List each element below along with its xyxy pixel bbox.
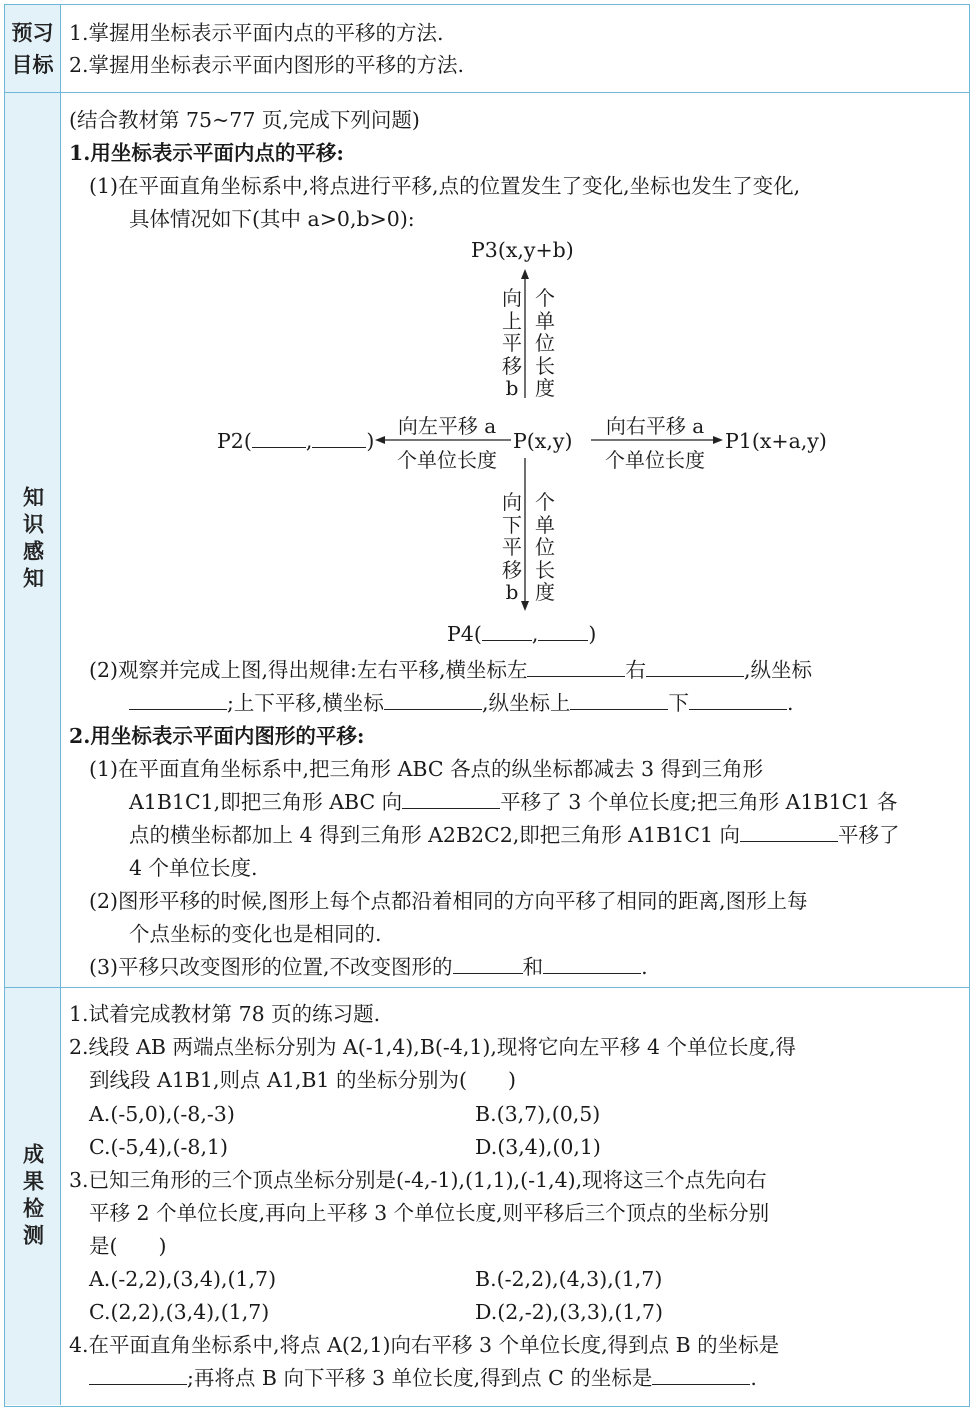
test-q2-option-c: C.(-5,4),(-8,1) [89, 1135, 229, 1159]
q1-2-line-b [129, 688, 794, 718]
answer-blank [129, 689, 227, 710]
test-q3-option-a: A.(-2,2),(3,4),(1,7) [89, 1267, 277, 1291]
p4-suffix: ) [588, 622, 597, 646]
p2-x-blank [252, 427, 306, 448]
worksheet-table [4, 4, 970, 1407]
p2-suffix: ) [366, 429, 375, 453]
answer-blank [384, 689, 482, 710]
test-q4-line-b [89, 1363, 757, 1393]
q1-2-text-6: 下 [668, 691, 689, 715]
arrow-up-head [521, 269, 529, 279]
test-q3-line-b: 平移 2 个单位长度,再向上平移 3 个单位长度,则平移后三个顶点的坐标分别 [89, 1201, 770, 1225]
test-q4-line-a: 4.在平面直角坐标系中,将点 A(2,1)向右平移 3 个单位长度,得到点 B 的坐标是 [69, 1333, 780, 1357]
q2-1-line-b [129, 787, 897, 817]
answer-blank [646, 656, 744, 677]
q1-2-text-3: ,纵坐标 [743, 658, 813, 682]
test-q2-option-d: D.(3,4),(0,1) [475, 1135, 601, 1159]
goals-row [5, 5, 969, 93]
goals-label-text: 预习 目标 [11, 20, 54, 77]
test-q3-line-c: 是( ) [89, 1234, 167, 1258]
q1-1-line-a: (1)在平面直角坐标系中,将点进行平移,点的位置发生了变化,坐标也发生了变化, [89, 174, 801, 198]
q2-1-text-3: 点的横坐标都加上 4 得到三角形 A2B2C2,即把三角形 A1B1C1 向 [129, 823, 741, 847]
answer-blank [527, 656, 625, 677]
left-arrow-bottom-label: 个单位长度 [397, 448, 497, 472]
q1-2-text-4: ;上下平移,横坐标 [227, 691, 384, 715]
test-q4-text-2: . [750, 1366, 757, 1390]
right-arrow-bottom-label: 个单位长度 [605, 448, 705, 472]
p4-y-blank [538, 620, 588, 641]
test-q3-option-c: C.(2,2),(3,4),(1,7) [89, 1300, 270, 1324]
down-label-left: 向下平移b [502, 490, 522, 604]
p2-prefix: P2( [217, 429, 252, 453]
test-q2-line-a: 2.线段 AB 两端点坐标分别为 A(-1,4),B(-4,1),现将它向左平移 4 个单位长度,得 [69, 1035, 797, 1059]
p4-x-blank [482, 620, 532, 641]
test-q4-text-1: ;再将点 B 向下平移 3 单位长度,得到点 C 的坐标是 [187, 1366, 653, 1390]
point-p4 [447, 619, 596, 649]
q1-1-line-b: 具体情况如下(其中 a>0,b>0): [129, 207, 415, 231]
test-q2-option-a: A.(-5,0),(-8,-3) [89, 1102, 235, 1126]
answer-blank [89, 1364, 187, 1385]
arrow-right-head [713, 436, 723, 444]
answer-blank [402, 788, 500, 809]
test-row [5, 988, 969, 1405]
test-content [69, 988, 963, 1405]
q2-1-text-2: 平移了 3 个单位长度;把三角形 A1B1C1 各 [500, 790, 898, 814]
q2-3-text-1: (3)平移只改变图形的位置,不改变图形的 [89, 955, 453, 979]
arrow-left-head [375, 436, 385, 444]
p4-prefix: P4( [447, 622, 482, 646]
knowledge-label-text: 知识感知 [20, 486, 45, 594]
p2-sep: , [305, 429, 313, 453]
left-arrow-top-label: 向左平移 a [397, 414, 497, 438]
down-label-right: 个单位长度 [535, 490, 555, 604]
q2-2-line-a: (2)图形平移的时候,图形上每个点都沿着相同的方向平移了相同的距离,图形上每 [89, 889, 808, 913]
q1-title: 1.用坐标表示平面内点的平移: [69, 141, 344, 165]
point-p: P(x,y) [513, 429, 573, 453]
answer-blank [689, 689, 787, 710]
q2-1-line-d: 4 个单位长度. [129, 856, 258, 880]
p2-y-blank [312, 427, 366, 448]
q2-1-line-a: (1)在平面直角坐标系中,把三角形 ABC 各点的纵坐标都减去 3 得到三角形 [89, 757, 764, 781]
right-arrow-top-label: 向右平移 a [605, 414, 705, 438]
test-q2-line-b: 到线段 A1B1,则点 A1,B1 的坐标分别为( ) [89, 1068, 516, 1092]
goal-item-1: 1.掌握用坐标表示平面内点的平移的方法. [69, 21, 444, 45]
test-q2-option-b: B.(3,7),(0,5) [475, 1102, 601, 1126]
answer-blank [652, 1364, 750, 1385]
knowledge-label [5, 93, 61, 987]
q1-2-line-a [89, 655, 812, 685]
q2-1-line-c [129, 820, 900, 850]
q2-3-line [89, 952, 648, 982]
knowledge-content [69, 93, 963, 987]
knowledge-note: (结合教材第 75~77 页,完成下列问题) [69, 108, 420, 132]
q1-2-text-1: (2)观察并完成上图,得出规律:左右平移,横坐标左 [89, 658, 528, 682]
answer-blank [570, 689, 668, 710]
q2-3-text-3: . [641, 955, 648, 979]
q1-2-text-5: ,纵坐标上 [481, 691, 571, 715]
goals-content [69, 5, 963, 92]
q2-title: 2.用坐标表示平面内图形的平移: [69, 724, 365, 748]
test-label-text: 成果检测 [20, 1142, 45, 1251]
up-label-right: 个单位长度 [535, 286, 555, 400]
q2-1-text-1: A1B1C1,即把三角形 ABC 向 [129, 790, 403, 814]
test-q3-line-a: 3.已知三角形的三个顶点坐标分别是(-4,-1),(1,1),(-1,4),现将这三个点先向右 [69, 1168, 767, 1192]
q2-1-text-4: 平移了 [838, 823, 900, 847]
point-p1: P1(x+a,y) [725, 429, 827, 453]
goal-item-2: 2.掌握用坐标表示平面内图形的平移的方法. [69, 53, 465, 77]
test-q1: 1.试着完成教材第 78 页的练习题. [69, 1002, 381, 1026]
point-p2 [217, 426, 374, 456]
q1-2-text-2: 右 [625, 658, 646, 682]
p4-sep: , [531, 622, 539, 646]
test-q3-option-d: D.(2,-2),(3,3),(1,7) [475, 1300, 663, 1324]
answer-blank [543, 953, 641, 974]
knowledge-row [5, 93, 969, 988]
q1-2-text-7: . [786, 691, 794, 715]
test-label [5, 988, 61, 1405]
up-label-left: 向上平移b [502, 286, 522, 400]
q2-3-text-2: 和 [522, 955, 544, 979]
answer-blank [453, 953, 523, 974]
goals-label [5, 5, 61, 92]
q2-2-line-b: 个点坐标的变化也是相同的. [129, 922, 382, 946]
test-q3-option-b: B.(-2,2),(4,3),(1,7) [475, 1267, 663, 1291]
point-p3: P3(x,y+b) [471, 238, 574, 262]
answer-blank [740, 821, 838, 842]
translation-diagram [69, 93, 969, 653]
